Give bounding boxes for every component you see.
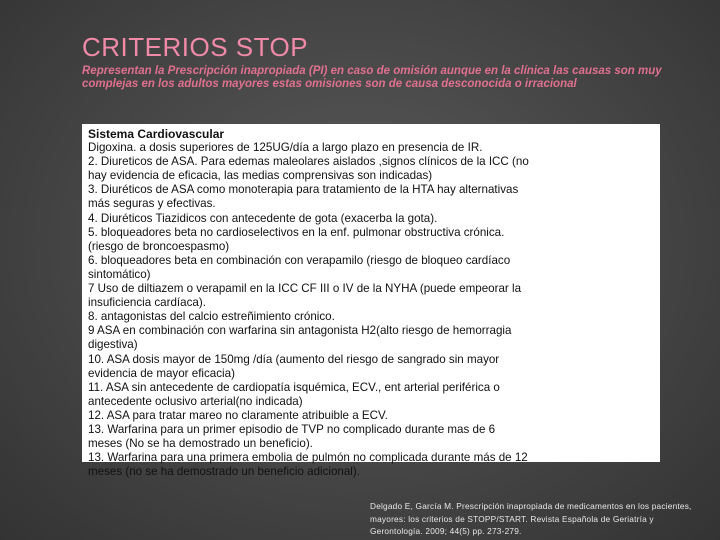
document-line: insuficiencia cardíaca). <box>88 296 206 310</box>
slide-subtitle: Representan la Prescripción inapropiada (PI) en caso de omisión aunque en la clínica las causas son muy complejas en los adultos mayores estas omisiones son de causa desconocida o irracional <box>82 65 662 90</box>
document-line: digestiva) <box>88 338 138 352</box>
document-line: 3. Diuréticos de ASA como monoterapia para tratamiento de la HTA hay alternativas <box>88 183 519 197</box>
document-line: evidencia de mayor eficacia) <box>88 366 235 380</box>
document-line: 4. Diuréticos Tiazidicos con antecedente de gota (exacerba la gota). <box>88 211 438 225</box>
document-line: antecedente oclusivo arterial(no indicada) <box>88 394 303 408</box>
document-line: hay evidencia de eficacia, las medias comprensivas son indicadas) <box>88 169 433 183</box>
document-line: más seguras y efectivas. <box>88 197 216 211</box>
document-line: 13. Warfarina para un primer episodio de TVP no complicado durante mas de 6 <box>88 422 496 436</box>
document-line: 2. Diureticos de ASA. Para edemas maleolares aislados ,signos clínicos de la ICC (no <box>88 155 529 169</box>
citation: Delgado E, García M. Prescripción inapropiada de medicamentos en los pacientes, mayores: los criterios de STOPP/START. Revista Española de Geriatría y Gerontología. 2009; 44(5) pp. 273-279. <box>370 501 692 536</box>
document-line: 9 ASA en combinación con warfarina sin antagonista H2(alto riesgo de hemorragia <box>88 324 512 338</box>
document-line: meses (No se ha demostrado un beneficio). <box>88 437 313 451</box>
document-line: 13. Warfarina para una primera embolia de pulmón no complicada durante más de 12 <box>88 451 528 465</box>
document-line: sintomático) <box>88 267 151 281</box>
document-line: 10. ASA dosis mayor de 150mg /día (aumento del riesgo de sangrado sin mayor <box>88 352 500 366</box>
document-line: 12. ASA para tratar mareo no claramente atribuible a ECV. <box>88 408 388 422</box>
document-heading: Sistema Cardiovascular <box>88 127 225 141</box>
document-line: 8. antagonistas del calcio estreñimiento crónico. <box>88 310 335 324</box>
document-line: 11. ASA sin antecedente de cardiopatía isquémica, ECV., ent arterial periférica o <box>88 380 500 394</box>
document-line: Digoxina. a dosis superiores de 125UG/día a largo plazo en presencia de IR. <box>88 141 483 155</box>
document-line: 7 Uso de diltiazem o verapamil en la ICC CF III o IV de la NYHA (puede empeorar la <box>88 282 522 296</box>
slide-title: CRITERIOS STOP <box>82 32 309 62</box>
document-line: meses (no se ha demostrado un beneficio adicional). <box>88 465 360 479</box>
document-line: (riesgo de broncoespasmo) <box>88 239 230 253</box>
document-text <box>88 127 656 479</box>
document-image <box>82 124 660 479</box>
document-line: 6. bloqueadores beta en combinación con verapamilo (riesgo de bloqueo cardíaco <box>88 253 511 267</box>
document-line: 5. bloqueadores beta no cardioselectivos en la enf. pulmonar obstructiva crónica. <box>88 225 505 239</box>
